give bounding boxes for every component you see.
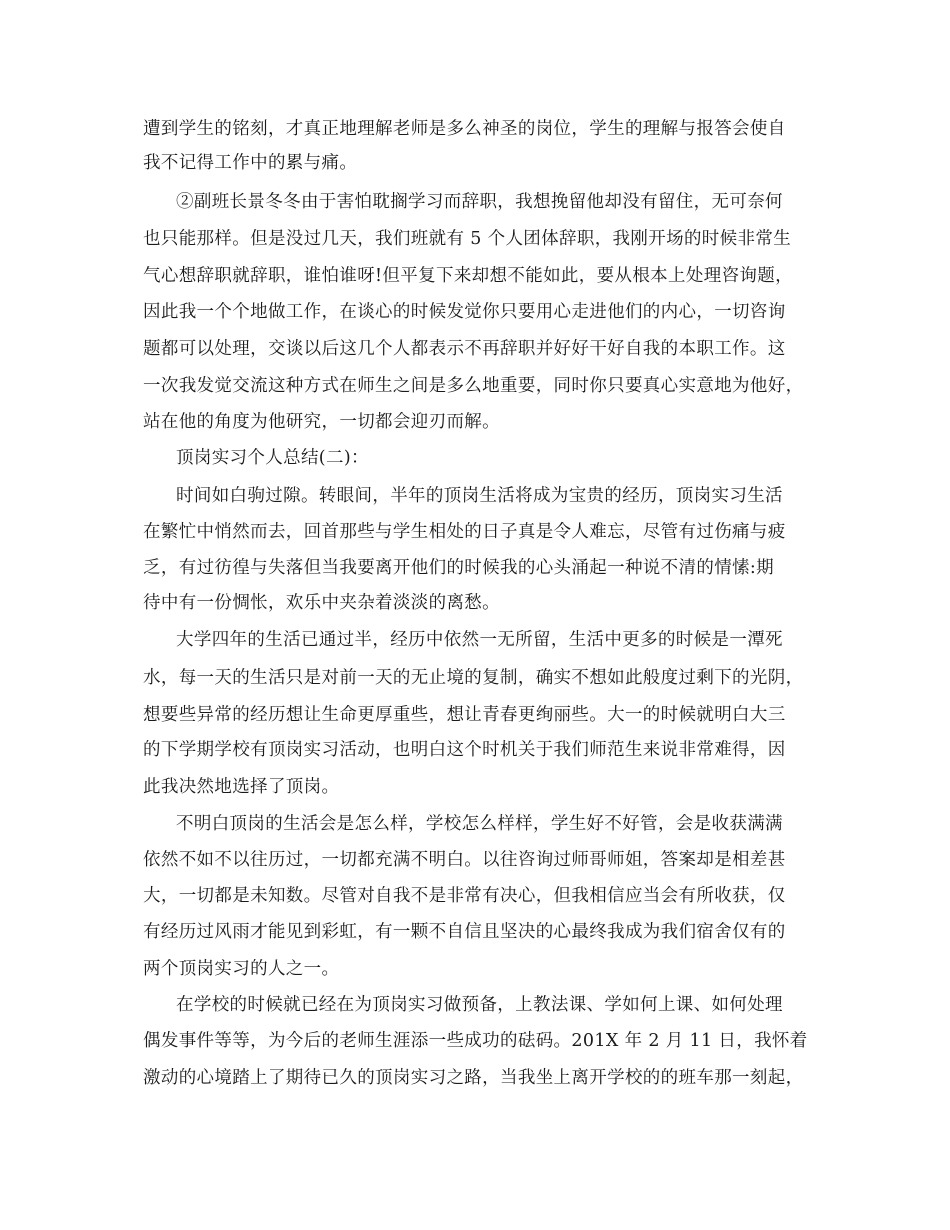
text-line: 一次我发觉交流这种方式在师生之间是多么地重要，同时你只要真心实意地为他好， [143, 376, 804, 396]
text-line: 也只能那样。但是没过几天，我们班就有 5 个人团体辞职，我刚开场的时候非常生 [143, 229, 792, 249]
text-line: 两个顶岗实习的人之一。 [143, 959, 340, 979]
text-line: 因此我一个个地做工作，在谈心的时候发觉你只要用心走进他们的内心，一切咨询 [143, 302, 786, 322]
text-line: 水，每一天的生活只是对前一天的无止境的复制，确实不想如此般度过剩下的光阴， [143, 668, 804, 688]
text-line: 我不记得工作中的累与痛。 [143, 153, 358, 173]
section-heading: 顶岗实习个人总结(二)： [176, 448, 369, 468]
text-line: 待中有一份惆怅，欢乐中夹杂着淡淡的离愁。 [143, 593, 500, 613]
text-line: 在繁忙中悄然而去，回首那些与学生相处的日子真是令人难忘，尽管有过伤痛与疲 [143, 522, 786, 542]
text-line: 题都可以处理，交谈以后这几个人都表示不再辞职并好好干好自我的本职工作。这 [143, 339, 786, 359]
text-line: 想要些异常的经历想让生命更厚重些，想让青春更绚丽些。大一的时候就明白大三 [143, 705, 786, 725]
text-line: 乏，有过彷徨与失落但当我要离开他们的时候我的心头涌起一种说不清的情愫:期 [143, 558, 774, 578]
text-line: 在学校的时候就已经在为顶岗实习做预备，上教法课、学如何上课、如何处理 [176, 995, 783, 1015]
text-line: 大，一切都是未知数。尽管对自我不是非常有决心，但我相信应当会有所收获，仅 [143, 886, 786, 906]
text-line: 依然不如不以往历过，一切都充满不明白。以往咨询过师哥师姐，答案却是相差甚 [143, 850, 786, 870]
text-line: 遭到学生的铭刻，才真正地理解老师是多么神圣的岗位，学生的理解与报答会使自 [143, 119, 786, 139]
text-line: 站在他的角度为他研究，一切都会迎刃而解。 [143, 412, 500, 432]
text-line: 此我决然地选择了顶岗。 [143, 777, 340, 797]
text-line: 的下学期学校有顶岗实习活动，也明白这个时机关于我们师范生来说非常难得，因 [143, 740, 786, 760]
text-line: 时间如白驹过隙。转眼间，半年的顶岗生活将成为宝贵的经历，顶岗实习生活 [176, 486, 783, 506]
text-line: 气心想辞职就辞职，谁怕谁呀!但平复下来却想不能如此，要从根本上处理咨询题， [143, 266, 793, 286]
text-line: 激动的心境踏上了期待已久的顶岗实习之路，当我坐上离开学校的的班车那一刻起， [143, 1068, 804, 1088]
text-line: 大学四年的生活已通过半，经历中依然一无所留，生活中更多的时候是一潭死 [176, 630, 783, 650]
text-line: ②副班长景冬冬由于害怕耽搁学习而辞职，我想挽留他却没有留住，无可奈何 [176, 192, 783, 212]
text-line: 不明白顶岗的生活会是怎么样，学校怎么样样，学生好不好管，会是收获满满 [176, 814, 783, 834]
text-line: 偶发事件等等，为今后的老师生涯添一些成功的砝码。201X 年 2 月 11 日，我怀着 [143, 1031, 808, 1051]
text-line: 有经历过风雨才能见到彩虹，有一颗不自信且坚决的心最终我成为我们宿舍仅有的 [143, 922, 786, 942]
